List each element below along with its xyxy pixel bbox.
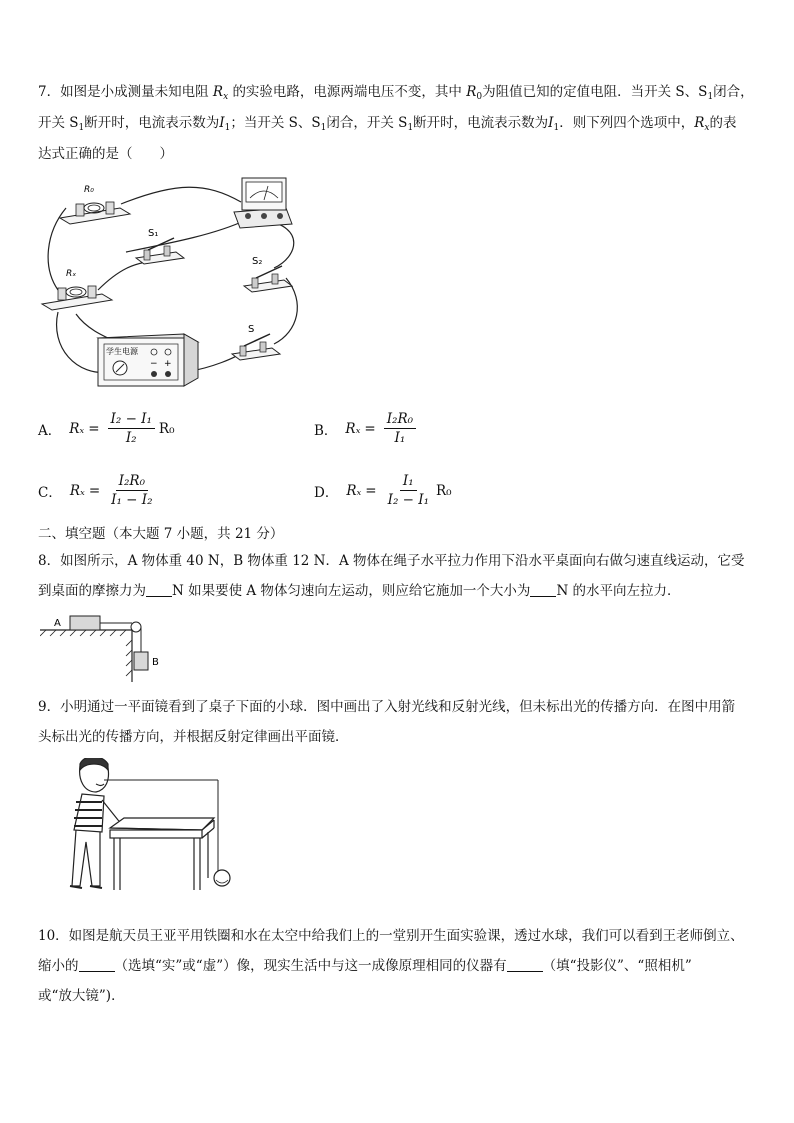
option-d-eq: = (365, 482, 377, 499)
r0-label: R₀ (84, 185, 94, 195)
minus-label: − (150, 359, 158, 369)
r0-resistor (60, 185, 130, 224)
q10-text: （填“投影仪”、“照相机” (542, 958, 692, 974)
s1-sub: 1 (78, 123, 85, 133)
q10-blank-1[interactable] (79, 957, 115, 972)
q8-line-1 (38, 551, 768, 571)
q8-text: 8．如图所示，A 物体重 40 N，B 物体重 12 N．A 物体在绳子水平拉力作用下沿水平桌面向右做匀速直线运动，它受 (38, 553, 745, 569)
q7-line-3 (38, 144, 768, 164)
table (110, 818, 214, 890)
option-c-label: C． (38, 484, 62, 501)
option-a-eq: = (88, 420, 100, 437)
plus-label: + (164, 359, 172, 369)
switch-s1 (136, 228, 184, 264)
pulley-figure (40, 612, 170, 682)
rx-symbol: R (694, 115, 705, 131)
option-c-fraction (108, 472, 155, 509)
option-c-numerator: I₂R₀ (116, 472, 148, 491)
option-a-denominator: I₂ (125, 430, 137, 446)
q7-text: 闭合，开关 S (326, 115, 408, 131)
section-2-heading (38, 524, 768, 544)
q8-text: N 的水平向左拉力． (556, 583, 681, 599)
q7-text: 为阻值已知的定值电阻．当开关 S、S (482, 84, 708, 100)
option-a-fraction (108, 410, 155, 447)
q7-text: 断开时，电流表示数为 (413, 115, 549, 131)
block-b-label: B (152, 657, 159, 668)
option-b-denominator: I₁ (394, 430, 406, 446)
q8-blank-1[interactable] (146, 582, 172, 597)
q10-line-2 (38, 956, 768, 976)
mirror-figure (62, 758, 242, 898)
option-b-lhs: Rₓ (345, 420, 361, 437)
rx-sub: x (223, 92, 229, 102)
q9-text: 9．小明通过一平面镜看到了桌子下面的小球．图中画出了入射光线和反射光线，但未标出光的传播方向．在图中用箭 (38, 699, 736, 715)
option-d-suffix: R₀ (436, 482, 452, 499)
option-a-suffix: R₀ (158, 420, 175, 437)
rx-sub: x (704, 123, 710, 133)
r0-sub: 0 (476, 92, 483, 102)
q10-text: 缩小的 (38, 958, 79, 974)
option-c-eq: = (88, 482, 101, 499)
option-c[interactable] (38, 472, 160, 509)
q7-text: 的表 (709, 115, 737, 131)
s-label: S (248, 324, 255, 335)
s1-sub: 1 (320, 123, 327, 133)
q7-text: ；当开关 S、S (230, 115, 321, 131)
block-a (70, 616, 100, 630)
q10-line-3 (38, 986, 768, 1006)
option-b-fraction (384, 410, 416, 447)
q7-text: 闭合， (713, 84, 754, 100)
switch-s (232, 324, 280, 360)
q10-text: 10．如图是航天员王亚平用铁圈和水在太空中给我们上的一堂别开生面实验课，透过水球，我们可以看到王老师倒立、 (38, 928, 744, 944)
option-d-numerator: I₁ (400, 472, 417, 491)
q8-text: N 如果要使 A 物体匀速向左运动，则应给它施加一个大小为 (172, 583, 531, 599)
s1-sub: 1 (407, 123, 414, 133)
option-d-lhs: Rₓ (346, 482, 362, 499)
i1-sub: 1 (224, 123, 231, 133)
r0-symbol: R (466, 84, 477, 100)
option-a-lhs: Rₓ (69, 420, 85, 437)
q10-line-1 (38, 926, 768, 946)
section-title: 二、填空题（本大题 7 小题，共 21 分） (38, 526, 284, 542)
option-d-fraction (385, 472, 432, 509)
s1-label: S₁ (148, 228, 159, 239)
rx-symbol: R (212, 84, 224, 100)
i-symbol: I (548, 115, 554, 131)
option-d[interactable] (314, 472, 452, 509)
s1-sub: 1 (707, 92, 714, 102)
i1-symbol: I (219, 115, 225, 131)
q9-line-1 (38, 697, 768, 717)
pulley (131, 622, 141, 632)
q9-line-2 (38, 727, 768, 747)
q10-text: （选填“实”或“虚”）像，现实生活中与这一成像原理相同的仪器有 (114, 958, 507, 974)
q7-text: 的实验电路，电源两端电压不变，其中 (232, 84, 462, 100)
option-a-numerator: I₂ − I₁ (108, 410, 155, 429)
s2-label: S₂ (252, 256, 263, 267)
q8-text: 到桌面的摩擦力为 (38, 583, 146, 599)
option-c-denominator: I₁ − I₂ (111, 492, 153, 508)
q7-text: 开关 S (38, 115, 79, 131)
option-d-denominator: I₂ − I₁ (387, 492, 429, 508)
ball (214, 870, 230, 886)
power-supply (98, 334, 198, 386)
block-a-label: A (54, 618, 61, 629)
option-c-lhs: Rₓ (69, 482, 85, 499)
i-sub: 1 (553, 123, 560, 133)
option-b[interactable] (314, 410, 420, 447)
power-supply-label: 学生电源 (106, 347, 138, 356)
option-b-label: B． (314, 422, 338, 439)
q7-line-2 (38, 113, 768, 138)
block-b (134, 652, 148, 670)
q8-line-2 (38, 581, 768, 601)
q7-text: 断开时，电流表示数为 (84, 115, 220, 131)
q7-text: ．则下列四个选项中， (559, 115, 695, 131)
option-d-label: D． (314, 484, 339, 501)
q7-text: 如图是小成测量未知电阻 (60, 84, 209, 100)
option-b-numerator: I₂R₀ (384, 410, 416, 429)
q7-text: 达式正确的是（ ） (38, 146, 173, 162)
q7-line-1 (38, 82, 768, 107)
q8-blank-2[interactable] (530, 582, 556, 597)
q10-text: 或“放大镜”)． (38, 988, 125, 1004)
q9-text: 头标出光的传播方向，并根据反射定律画出平面镜． (38, 729, 349, 745)
q7-number: 7． (38, 84, 61, 100)
option-a[interactable] (38, 410, 175, 447)
circuit-figure (36, 172, 306, 394)
rx-label: Rₓ (66, 269, 77, 279)
q10-blank-2[interactable] (507, 957, 543, 972)
option-b-eq: = (364, 420, 376, 437)
rx-resistor (42, 269, 112, 310)
option-a-label: A． (38, 422, 62, 439)
ammeter (234, 178, 292, 228)
boy-illustration (70, 758, 124, 888)
